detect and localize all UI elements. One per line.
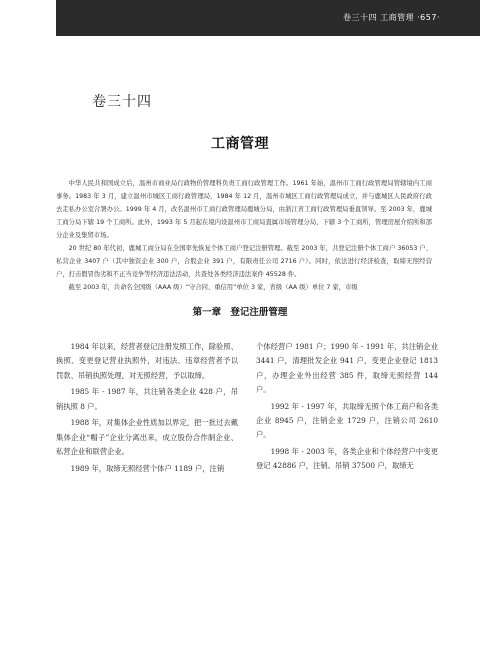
left-column (56, 340, 238, 476)
body-paragraph: 1988 年，对集体企业性质加以界定，把一批过去戴集体企业“帽子”企业分离出来，成立股份合作制企业、私营企业和联营企业。 (56, 418, 238, 456)
body-paragraph-continued: 个体经营户 1981 户；1990 年 - 1991 年，共注销企业 3441 户，清理批发企业 941 户，变更企业登记 1813 户，办理企业外出经营 385 件，取缔无照经营 144 户。 (256, 342, 438, 394)
body-paragraph: 1985 年 - 1987 年，共注销各类企业 428 户，吊销执照 8 户。 (56, 387, 238, 411)
body-paragraph: 1992 年 - 1997 年，共取缔无照个体工商户和各类企业 8945 户，注销企业 1729 户，注销公司 2610 户。 (256, 401, 438, 440)
body-paragraph: 1984 年以来，经营者登记注册发照工作，除验照、换照、变更登记营业执照外，对违法、违章经营者予以罚款、吊销执照处理，对无照经营，予以取缔。 (56, 342, 238, 380)
running-header-bar (56, 0, 480, 36)
body-paragraph: 1989 年，取缔无照经营个体户 1189 户，注销 (70, 463, 225, 473)
intro-paragraph: 20 世纪 80 年代初，鹿城工商分局在全国率先恢复个体工商户登记注册管理。截至 2003 年，共登记注册个体工商户 36053 户、私营企业 3407 户（其中独资企业 300 户，合股企业 391 户，有限责任公司 2716 户）。同时，依法进行经济检查，取缔无照经营户，打击假冒伪劣和不正当竞争等经济违法活动，共查处各类经济违法案件 45528 件。 (56, 244, 432, 278)
volume-title: 卷三十四 (92, 94, 152, 110)
intro-text (56, 178, 432, 295)
intro-paragraph: 截至 2003 年，共命名全国级（AAA 级）“守合同、重信用”单位 3 家，省级（AA 级）单位 7 家，市级 (68, 284, 358, 292)
right-column (256, 340, 438, 473)
intro-paragraph: 中华人民共和国成立后，温州市商业局行政物价管理科负责工商行政管理工作。1961 年始，温州市工商行政管理局管辖境内工商事务。1983 年 3 月，建立温州市城区工商行政管理局，1984 年 12 月，温州市城区工商行政管理局成立，并与鹿城区人民政府行政去走私办公室合署办公。1999 年 4 月，改名温州市工商行政管理局鹿城分局，由浙江省工商行政管理局垂直领导。至 2003 年，鹿城工商分局下辖 19 个工商所。此外，1993 年 5 月起在境内设温州市工商局直属市场管理分局，下辖 3 个工商所，管理房屋介绍所和部分企业及集贸市场。 (56, 180, 432, 239)
running-head: 卷三十四 工商管理 ·657· (343, 13, 440, 22)
chapter-title: 第一章 登记注册管理 (192, 307, 288, 318)
section-title: 工商管理 (211, 136, 269, 152)
body-paragraph: 1998 年 - 2003 年，各类企业和个体经营户中变更登记 42886 户，注销、吊销 37500 户，取缔无 (256, 446, 438, 471)
